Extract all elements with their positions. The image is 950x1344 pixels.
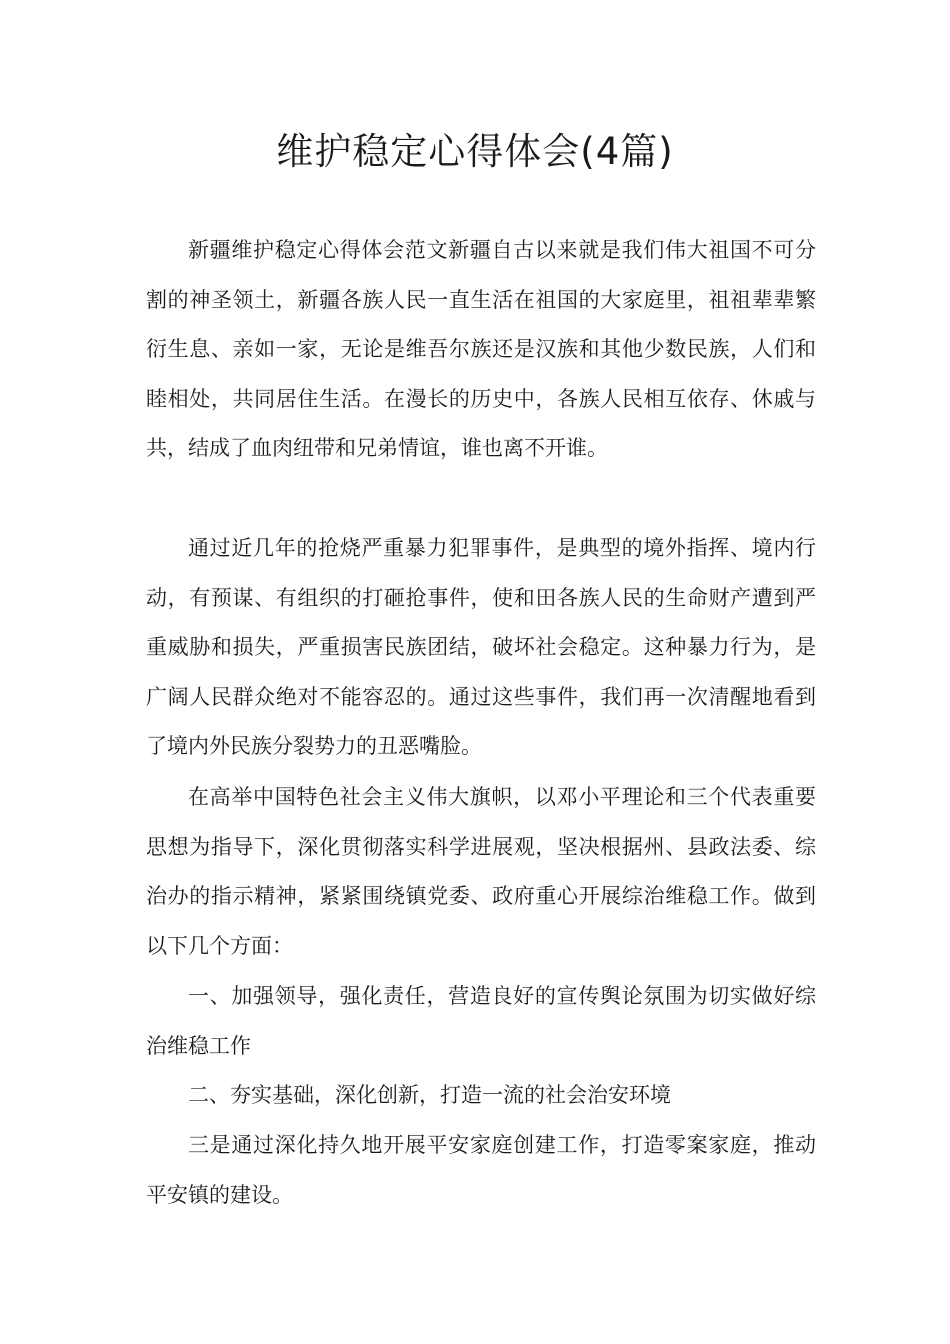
document-title: 维护稳定心得体会(4篇) bbox=[276, 130, 674, 173]
paragraph-3: 在高举中国特色社会主义伟大旗帜，以邓小平理论和三个代表重要思想为指导下，深化贯彻落实科学进展观，坚决根据州、县政法委、综治办的指示精神，紧紧围绕镇党委、政府重心开展综治维稳工作。做到以下几个方面： bbox=[146, 785, 816, 958]
paragraph-5: 二、夯实基础，深化创新，打造一流的社会治安环境 bbox=[188, 1083, 671, 1107]
paragraph-1: 新疆维护稳定心得体会范文新疆自古以来就是我们伟大祖国不可分割的神圣领土，新疆各族人民一直生活在祖国的大家庭里，祖祖辈辈繁衍生息、亲如一家，无论是维吾尔族还是汉族和其他少数民族，人们和睦相处，共同居住生活。在漫长的历史中，各族人民相互依存、休戚与共，结成了血肉纽带和兄弟情谊，谁也离不开谁。 bbox=[146, 238, 816, 461]
paragraph-2: 通过近几年的抢烧严重暴力犯罪事件，是典型的境外指挥、境内行动，有预谋、有组织的打砸抢事件，使和田各族人民的生命财产遭到严重威胁和损失，严重损害民族团结，破坏社会稳定。这种暴力行为，是广阔人民群众绝对不能容忍的。通过这些事件，我们再一次清醒地看到了境内外民族分裂势力的丑恶嘴脸。 bbox=[146, 536, 816, 759]
paragraph-4: 一、加强领导，强化责任，营造良好的宣传舆论氛围为切实做好综治维稳工作 bbox=[146, 984, 816, 1058]
paragraph-6: 三是通过深化持久地开展平安家庭创建工作，打造零案家庭，推动平安镇的建设。 bbox=[146, 1133, 816, 1207]
